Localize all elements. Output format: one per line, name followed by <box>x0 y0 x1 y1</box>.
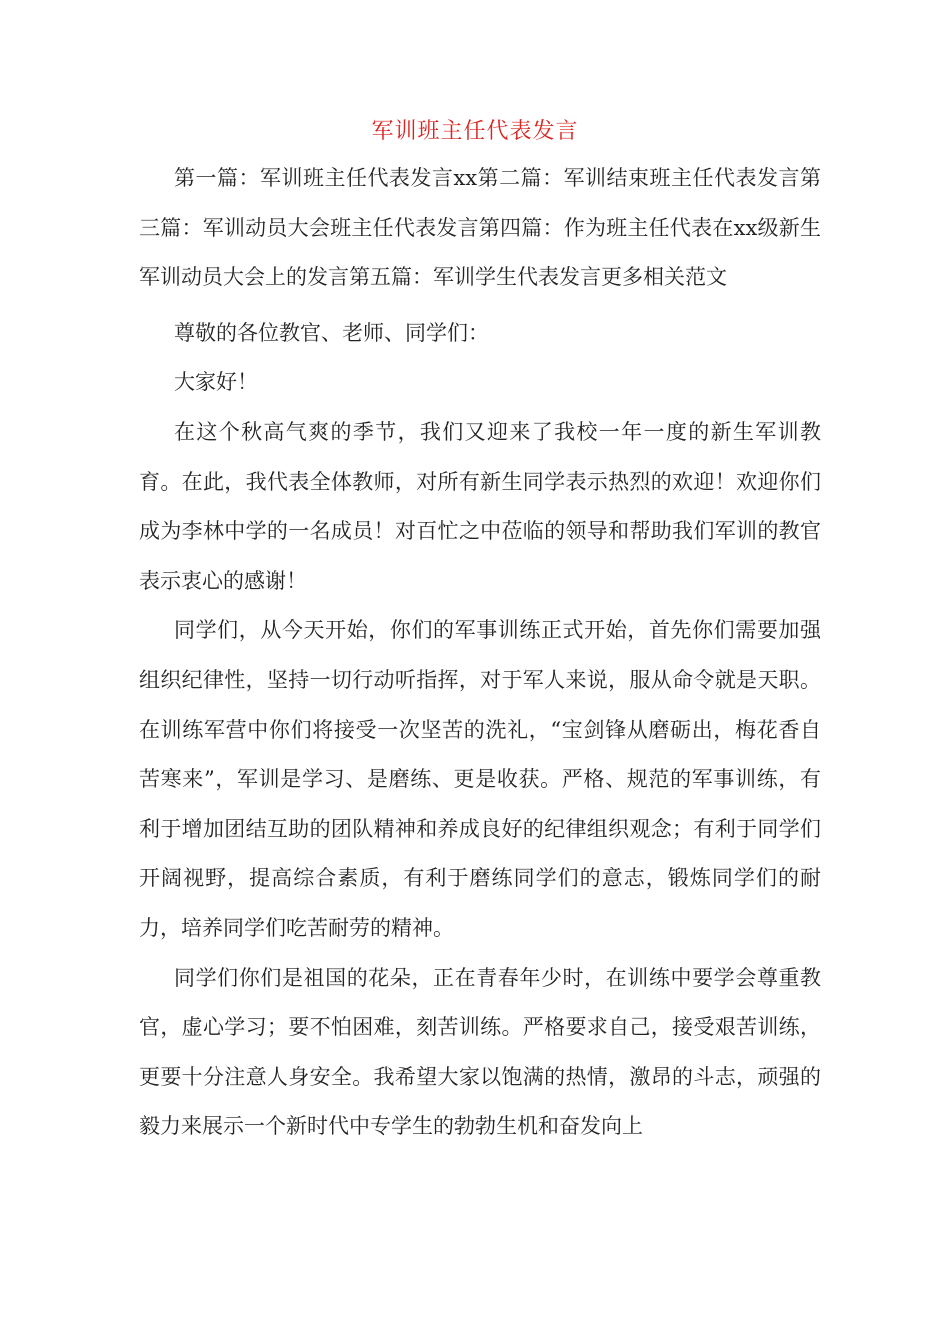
document-body <box>139 154 821 1152</box>
document-title: 军训班主任代表发言 <box>371 119 579 144</box>
paragraph-contents-list: 第一篇：军训班主任代表发言xx第二篇：军训结束班主任代表发言第三篇：军训动员大会班主任代表发言第四篇：作为班主任代表在xx级新生军训动员大会上的发言第五篇：军训学生代表发言更多相关范文 <box>139 166 821 290</box>
paragraph-training: 同学们，从今天开始，你们的军事训练正式开始，首先你们需要加强组织纪律性，坚持一切行动听指挥，对于军人来说，服从命令就是天职。在训练军营中你们将接受一次坚苦的洗礼，“宝剑锋从磨砺出，梅花香自苦寒来”，军训是学习、是磨练、更是收获。严格、规范的军事训练，有利于增加团结互助的团队精神和养成良好的纪律组织观念；有利于同学们开阔视野，提高综合素质，有利于磨练同学们的意志，锻炼同学们的耐力，培养同学们吃苦耐劳的精神。 <box>139 618 821 940</box>
paragraph-welcome: 在这个秋高气爽的季节，我们又迎来了我校一年一度的新生军训教育。在此，我代表全体教师，对所有新生同学表示热烈的欢迎！欢迎你们成为李林中学的一名成员！对百忙之中莅临的领导和帮助我们军训的教官表示衷心的感谢！ <box>139 419 821 593</box>
paragraph-greeting: 大家好！ <box>174 370 258 395</box>
paragraph-salutation: 尊敬的各位教官、老师、同学们： <box>174 320 489 345</box>
paragraph-encouragement: 同学们你们是祖国的花朵，正在青春年少时，在训练中要学会尊重教官，虚心学习；要不怕困难，刻苦训练。严格要求自己，接受艰苦训练，更要十分注意人身安全。我希望大家以饱满的热情，激昂的斗志，顽强的毅力来展示一个新时代中专学生的勃勃生机和奋发向上 <box>139 965 821 1139</box>
